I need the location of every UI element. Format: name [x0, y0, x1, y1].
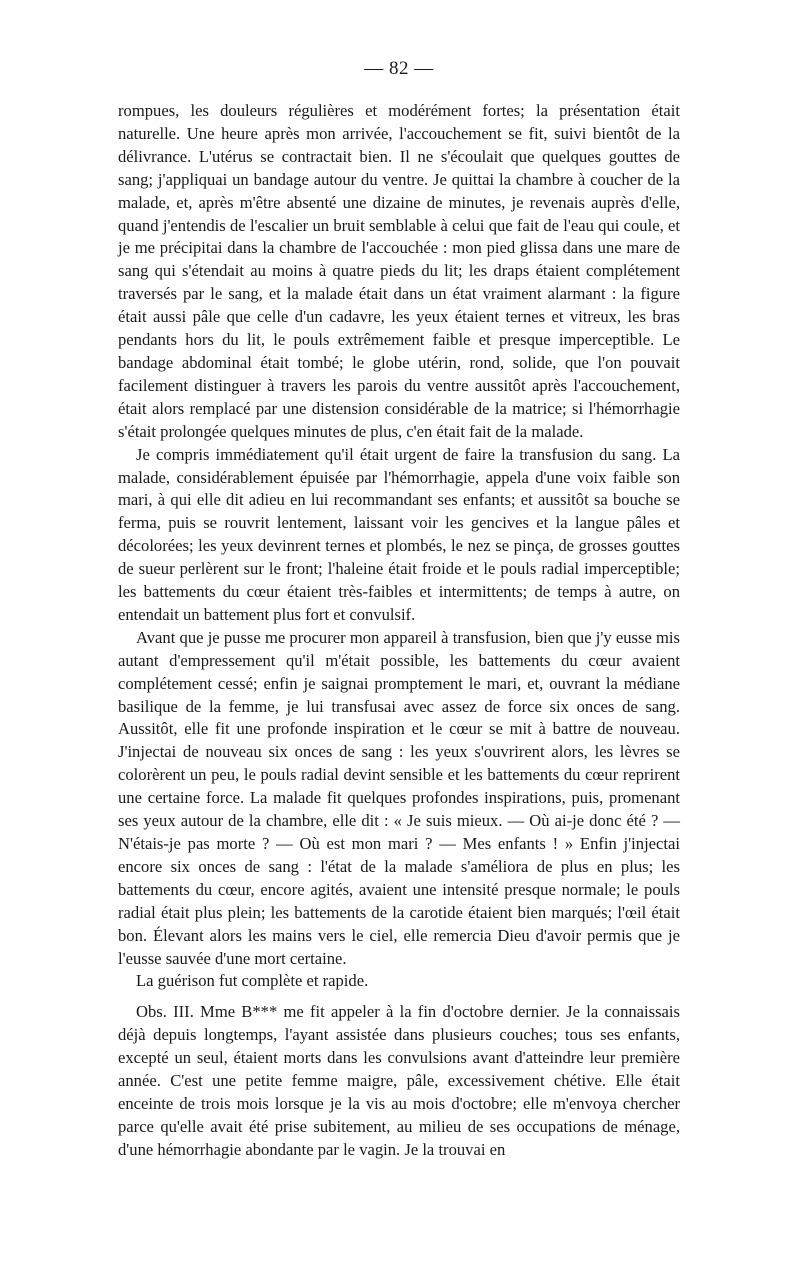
- paragraph-transfusion-decision: Je compris immédiatement qu'il était urgent de faire la transfusion du sang. La malade, considérablement épuisée par l'hémorrhagie, appela d'une voix faible son mari, à qui elle dit adieu en lui recommandant ses enfants; et aussitôt sa bouche se ferma, puis se rouvrit lentement, laissant voir les gencives et la langue pâles et décolorées; les yeux devinrent ternes et plombés, le nez se pinça, de grosses gouttes de sueur perlèrent sur le front; l'haleine était froide et le pouls radial imperceptible; les battements du cœur étaient très-faibles et intermittents; de temps à autre, on entendait un battement plus fort et convulsif.: [118, 444, 680, 624]
- paragraph-observation-three: Obs. III. Mme B*** me fit appeler à la fin d'octobre dernier. Je la connaissais déjà depuis longtemps, l'ayant assistée dans plusieurs couches; tous ses enfants, excepté un seul, étaient morts dans les convulsions avant d'atteindre leur première année. C'est une petite femme maigre, pâle, excessivement chétive. Elle était enceinte de trois mois lorsque je la vis au mois d'octobre; elle m'envoya chercher parce qu'elle avait été prise subitement, au milieu de ses occupations de ménage, d'une hémorrhagie abondante par le vagin. Je la trouvai en: [118, 1002, 680, 1159]
- page-number: — 82 —: [364, 58, 434, 79]
- paragraph-continuation: rompues, les douleurs régulières et modérément fortes; la présentation était naturelle. Une heure après mon arrivée, l'accouchement se fit, suivi bientôt de la délivrance. L'utérus se contractait bien. Il ne s'écoulait que quelques gouttes de sang; j'appliquai un bandage autour du ventre. Je quittai la chambre à coucher de la malade, et, après m'être absenté une dizaine de minutes, je revenais auprès d'elle, quand j'entendis de l'escalier un bruit semblable à celui que fait de l'eau qui coule, et je me précipitai dans la chambre de l'accouchée : mon pied glissa dans une mare de sang qui s'étendait au moins à quatre pieds du lit; les draps étaient complétement traversés par le sang, et la malade était dans un état vraiment alarmant : la figure était aussi pâle que celle d'un cadavre, les yeux étaient ternes et vitreux, les bras pendants hors du lit, le pouls extrêmement faible et presque imperceptible. Le bandage abdominal était tombé; le globe utérin, rond, solide, que l'on pouvait facilement distinguer à travers les parois du ventre aussitôt après l'accouchement, était alors remplacé par une distension considérable de la matrice; si l'hémorrhagie s'était prolongée quelques minutes de plus, c'en était fait de la malade.: [118, 101, 680, 441]
- paragraph-recovery: La guérison fut complète et rapide.: [136, 971, 369, 991]
- paragraph-transfusion-procedure: Avant que je pusse me procurer mon appareil à transfusion, bien que j'y eusse mis autant d'empressement qu'il m'était possible, les battements du cœur avaient complétement cessé; enfin je saignai promptement le mari, et, ouvrant la médiane basilique de la femme, je lui transfusai avec assez de force six onces de sang. Aussitôt, elle fit une profonde inspiration et le cœur se mit à battre de nouveau. J'injectai de nouveau six onces de sang : les yeux s'ouvrirent alors, les lèvres se colorèrent un peu, le pouls radial devint sensible et les battements du cœur reprirent une certaine force. La malade fit quelques profondes inspirations, puis, promenant ses yeux autour de la chambre, elle dit : « Je suis mieux. — Où ai-je donc été ? — N'étais-je pas morte ? — Où est mon mari ? — Mes enfants ! » Enfin j'injectai encore six onces de sang : l'état de la malade s'améliora de plus en plus; les battements du cœur, encore agités, avaient une intensité presque normale; le pouls radial était plus plein; les battements de la carotide étaient bien marqués; l'œil était bon. Élevant alors les mains vers le ciel, elle remercia Dieu d'avoir permis que je l'eusse sauvée d'une mort certaine.: [118, 627, 680, 968]
- document-page: [118, 58, 680, 1162]
